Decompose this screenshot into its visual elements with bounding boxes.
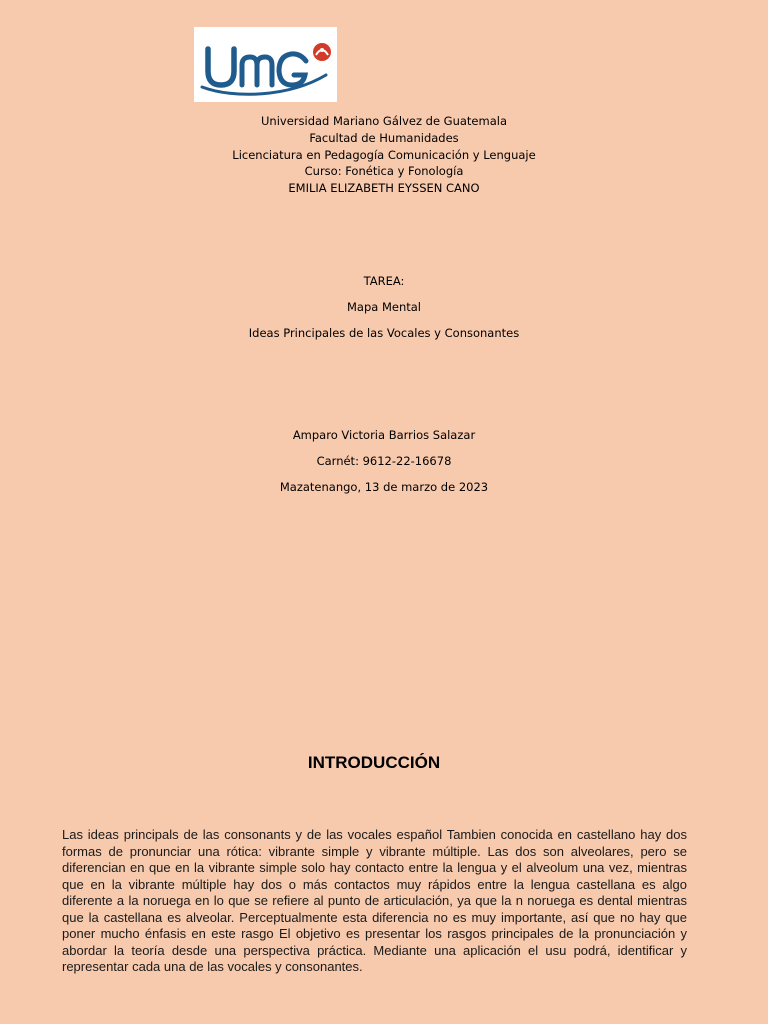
university-name: Universidad Mariano Gálvez de Guatemala [261, 114, 507, 128]
program-name: Licenciatura en Pedagogía Comunicación y Lenguaje [232, 148, 536, 162]
student-name: Amparo Victoria Barrios Salazar [292, 428, 476, 442]
assignment-type: Mapa Mental [346, 300, 421, 314]
student-carnet: Carnét: 9612-22-16678 [316, 454, 452, 468]
umg-university-logo-icon [194, 27, 337, 102]
assignment-topic: Ideas Principales de las Vocales y Consonantes [248, 326, 520, 340]
teacher-name: EMILIA ELIZABETH EYSSEN CANO [288, 181, 480, 195]
faculty-name: Facultad de Humanidades [309, 131, 459, 145]
course-name: Curso: Fonética y Fonología [304, 164, 464, 178]
introduction-title: INTRODUCCIÓN [307, 753, 441, 772]
introduction-body: Las ideas principals de las consonants y de las vocales español Tambien conocida en castellano hay dos formas de pronunciar una rótica: vibrante simple y vibrante múltiple. Las dos son alveolares, pero se diferencian en que en la vibrante simple solo hay contacto entre la lengua y el alveolum una vez, mientras que en la vibrante múltiple hay dos o más contactos muy rápidos entre la lengua castellana es algo diferente a la noruega en lo que se refiere al punto de articulación, ya que la n noruega es dental mientras que la castellana es alveolar. Perceptualmente esta diferencia no es muy importante, así que no hay que poner mucho énfasis en este rasgo El objetivo es presentar los rasgos principales de la pronunciación y abordar la teoría desde una perspectiva práctica. Mediante una aplicación el usu podrá, identificar y representar cada una de las vocales y consonantes. [62, 827, 687, 974]
assignment-label: TAREA: [363, 274, 405, 288]
university-logo [194, 27, 337, 102]
place-date: Mazatenango, 13 de marzo de 2023 [279, 480, 489, 494]
